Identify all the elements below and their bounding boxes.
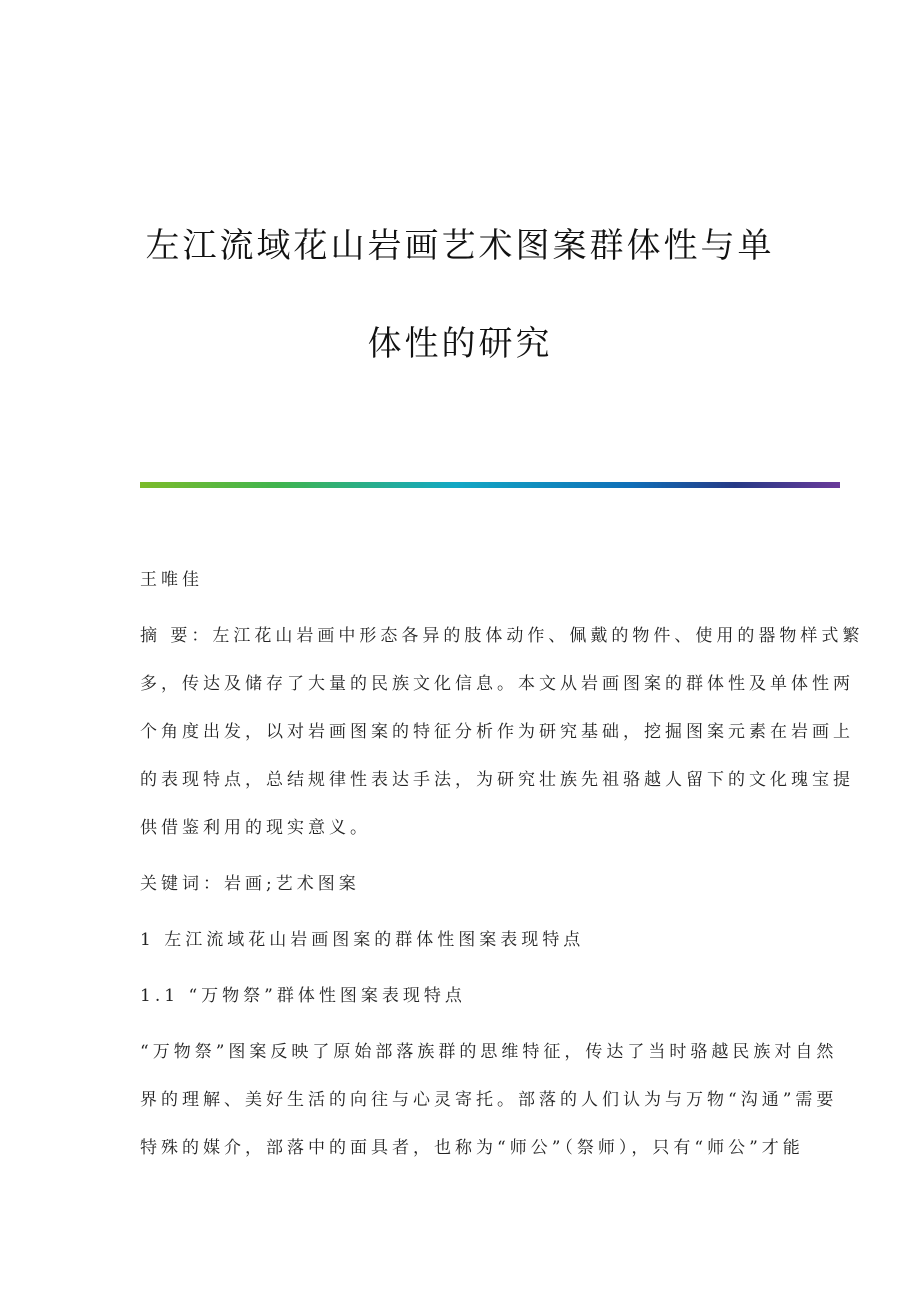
keywords: 关键词：岩画;艺术图案	[140, 874, 360, 894]
title-divider-gradient-bar	[140, 482, 840, 488]
section-heading-1-1: 1.1 “万物祭”群体性图案表现特点	[140, 986, 466, 1006]
document-title-line-2: 体性的研究	[367, 324, 553, 364]
abstract-line: 多，传达及储存了大量的民族文化信息。本文从岩画图案的群体性及单体性两	[140, 674, 854, 694]
document-title-line-1: 左江流域花山岩画艺术图案群体性与单	[145, 226, 775, 266]
abstract-line: 个角度出发，以对岩画图案的特征分析作为研究基础，挖掘图案元素在岩画上	[140, 722, 854, 742]
body-line: 界的理解、美好生活的向往与心灵寄托。部落的人们认为与万物“沟通”需要	[140, 1090, 838, 1110]
author-name: 王唯佳	[140, 570, 203, 590]
section-heading-1: 1 左江流域花山岩画图案的群体性图案表现特点	[140, 930, 585, 950]
body-line: 特殊的媒介，部落中的面具者，也称为“师公”（祭师），只有“师公”才能	[140, 1138, 804, 1158]
abstract-line: 摘 要：左江花山岩画中形态各异的肢体动作、佩戴的物件、使用的器物样式繁	[140, 626, 864, 646]
abstract-line: 的表现特点，总结规律性表达手法，为研究壮族先祖骆越人留下的文化瑰宝提	[140, 770, 854, 790]
abstract-line: 供借鉴利用的现实意义。	[140, 818, 371, 838]
body-line: “万物祭”图案反映了原始部落族群的思维特征，传达了当时骆越民族对自然	[140, 1042, 838, 1062]
